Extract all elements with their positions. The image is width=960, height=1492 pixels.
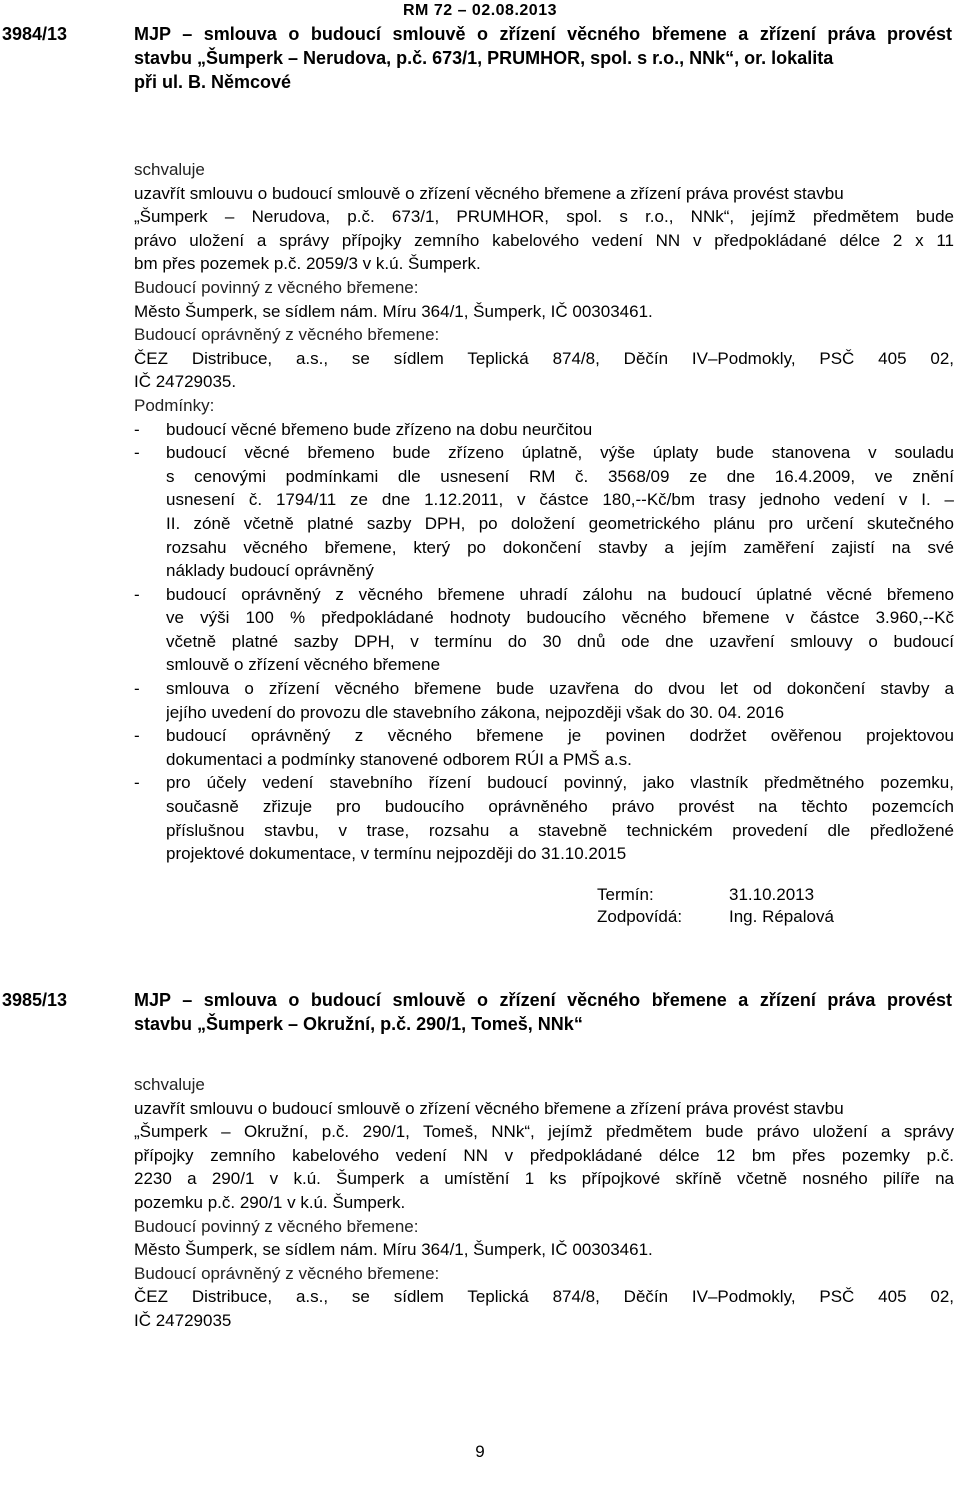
body-line: uzavřít smlouvu o budoucí smlouvě o zřízení věcného břemene a zřízení práva provést stavbu <box>134 183 844 203</box>
page-number: 9 <box>475 1442 485 1461</box>
condition-item: - budoucí oprávněný z věcného břemene uhradí zálohu na budoucí úplatné věcné břemeno ve výši 100 % předpokládané hodnoty budoucího věcného břemene v částce 3.960,--Kč včetně platné sazby DPH, v termínu do 30 dnů ode dne uzavření smlouvy o budoucí smlouvě o zřízení věcného břemene <box>134 584 954 675</box>
body-line: bm přes pozemek p.č. 2059/3 v k.ú. Šumperk. <box>134 254 481 274</box>
body-line: uzavřít smlouvu o budoucí smlouvě o zřízení věcného břemene a zřízení práva provést stavbu <box>134 1098 844 1118</box>
opravneny-label: Budoucí oprávněný z věcného břemene: <box>134 325 440 345</box>
opravneny-label: Budoucí oprávněný z věcného břemene: <box>134 1263 440 1283</box>
povinny-label: Budoucí povinný z věcného břemene: <box>134 1216 419 1236</box>
resolution-title <box>134 988 952 1036</box>
condition-item: - budoucí věcné břemeno bude zřízeno úplatně, výše úplaty bude stanovena v souladu s cenovými podmínkami dle usnesení RM č. 3568/09 ze dne 16.4.2009, ve znění usnesení č. 1794/11 ze dne 1.12.2011, v částce 180,--Kč/bm trasy jednoho vedení v I. – II. zóně včetně platné sazby DPH, po doložení geometrického plánu pro určení skutečného rozsahu věcného břemene, který po dokončení stavby a jejím zaměření zajistí na své náklady budoucí oprávněný <box>134 443 954 581</box>
body-line: „Šumperk – Nerudova, p.č. 673/1, PRUMHOR, spol. s r.o., NNk“, jejímž předmětem bude <box>134 207 954 227</box>
resolution-number: 3985/13 <box>2 990 68 1010</box>
title-line: stavbu „Šumperk – Okružní, p.č. 290/1, Tomeš, NNk“ <box>134 1014 583 1034</box>
podminky-label: Podmínky: <box>134 395 215 415</box>
termin-label: Termín: <box>597 885 654 904</box>
resolution-body <box>134 1073 954 1333</box>
body-line: právo uložení a správy přípojky zemního kabelového vedení NN v předpokládané délce 2 x 11 <box>134 230 954 250</box>
condition-item: - budoucí věcné břemeno bude zřízeno na dobu neurčitou <box>134 419 593 439</box>
schvaluje-label: schvaluje <box>134 160 205 179</box>
opravneny-value: IČ 24729035. <box>134 372 237 392</box>
opravneny-value: ČEZ Distribuce, a.s., se sídlem Teplická 874/8, Děčín IV–Podmokly, PSČ 405 02, <box>134 348 954 368</box>
zodpovida-value: Ing. Répalová <box>729 907 834 926</box>
title-line: stavbu „Šumperk – Nerudova, p.č. 673/1, PRUMHOR, spol. s r.o., NNk“, or. lokalita <box>134 48 834 68</box>
resolution-body <box>134 158 954 866</box>
title-line: MJP – smlouva o budoucí smlouvě o zřízení věcného břemene a zřízení práva provést <box>134 990 952 1010</box>
povinny-value: Město Šumperk, se sídlem nám. Míru 364/1, Šumperk, IČ 00303461. <box>134 301 653 321</box>
opravneny-value: ČEZ Distribuce, a.s., se sídlem Teplická 874/8, Děčín IV–Podmokly, PSČ 405 02, <box>134 1287 954 1307</box>
zodpovida-label: Zodpovídá: <box>597 907 683 926</box>
povinny-value: Město Šumperk, se sídlem nám. Míru 364/1, Šumperk, IČ 00303461. <box>134 1240 653 1260</box>
body-line: „Šumperk – Okružní, p.č. 290/1, Tomeš, NNk“, jejímž předmětem bude právo uložení a správy <box>134 1122 954 1142</box>
resolution-number: 3984/13 <box>2 24 68 44</box>
condition-item: - budoucí oprávněný z věcného břemene je povinen dodržet ověřenou projektovou dokumentaci a podmínky stanovené odborem RÚI a PMŠ a.s. <box>134 726 954 769</box>
condition-item: - pro účely vedení stavebního řízení budoucí povinný, jako vlastník předmětného pozemku, současně zřizuje pro budoucího oprávněného právo provést na těchto pozemcích příslušnou stavbu, v trase, rozsahu a stavebně technickém provedení dle předložené projektové dokumentace, v termínu nejpozději do 31.10.2015 <box>134 773 954 864</box>
page-header: RM 72 – 02.08.2013 <box>403 2 557 19</box>
body-line: přípojky zemního kabelového vedení NN v předpokládané délce 12 bm přes pozemky p.č. <box>134 1145 954 1165</box>
body-line: pozemku p.č. 290/1 v k.ú. Šumperk. <box>134 1192 406 1212</box>
title-line: MJP – smlouva o budoucí smlouvě o zřízení věcného břemene a zřízení práva provést <box>134 24 952 44</box>
povinny-label: Budoucí povinný z věcného břemene: <box>134 277 419 297</box>
schvaluje-label: schvaluje <box>134 1075 205 1094</box>
resolution-title <box>134 22 952 94</box>
termin-block <box>597 884 834 928</box>
title-line: při ul. B. Němcové <box>134 72 292 92</box>
termin-value: 31.10.2013 <box>729 885 815 904</box>
body-line: 2230 a 290/1 v k.ú. Šumperk a umístění 1 ks přípojkové skříně včetně nosného pilíře na <box>134 1169 954 1189</box>
condition-item: - smlouva o zřízení věcného břemene bude uzavřena do dvou let od dokončení stavby a jejího uvedení do provozu dle stavebního zákona, nejpozději však do 30. 04. 2016 <box>134 679 954 722</box>
opravneny-value: IČ 24729035 <box>134 1310 232 1330</box>
